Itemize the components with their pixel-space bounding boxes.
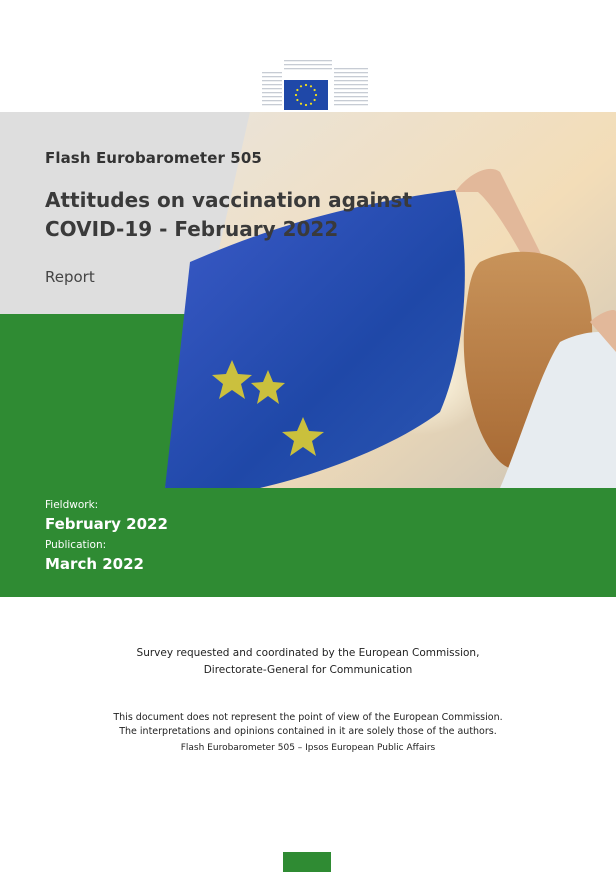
survey-line1: Survey requested and coordinated by the European Commission, — [136, 647, 480, 659]
disclaimer — [0, 711, 616, 739]
publisher-line: Flash Eurobarometer 505 – Ipsos European Public Affairs — [180, 743, 436, 753]
survey-statement — [0, 645, 616, 679]
survey-line2: Directorate-General for Communication — [203, 664, 413, 676]
publication-value: March 2022 — [45, 555, 144, 573]
fieldwork-label: Fieldwork: — [45, 499, 99, 511]
report-title-line2: COVID-19 - February 2022 — [45, 217, 339, 241]
report-title-line1: Attitudes on vaccination against — [45, 188, 413, 212]
report-title — [45, 186, 425, 244]
fieldwork-value: February 2022 — [45, 515, 168, 533]
bottom-green-bar — [283, 852, 331, 872]
disclaimer-line1: This document does not represent the point of view of the European Commission. — [113, 712, 503, 723]
document-type: Report — [45, 268, 95, 286]
woman-holding-eu-flag-photo — [0, 112, 616, 488]
disclaimer-line2: The interpretations and opinions contained in it are solely those of the authors. — [119, 726, 497, 737]
series-title: Flash Eurobarometer 505 — [45, 149, 262, 167]
publication-label: Publication: — [45, 539, 107, 551]
